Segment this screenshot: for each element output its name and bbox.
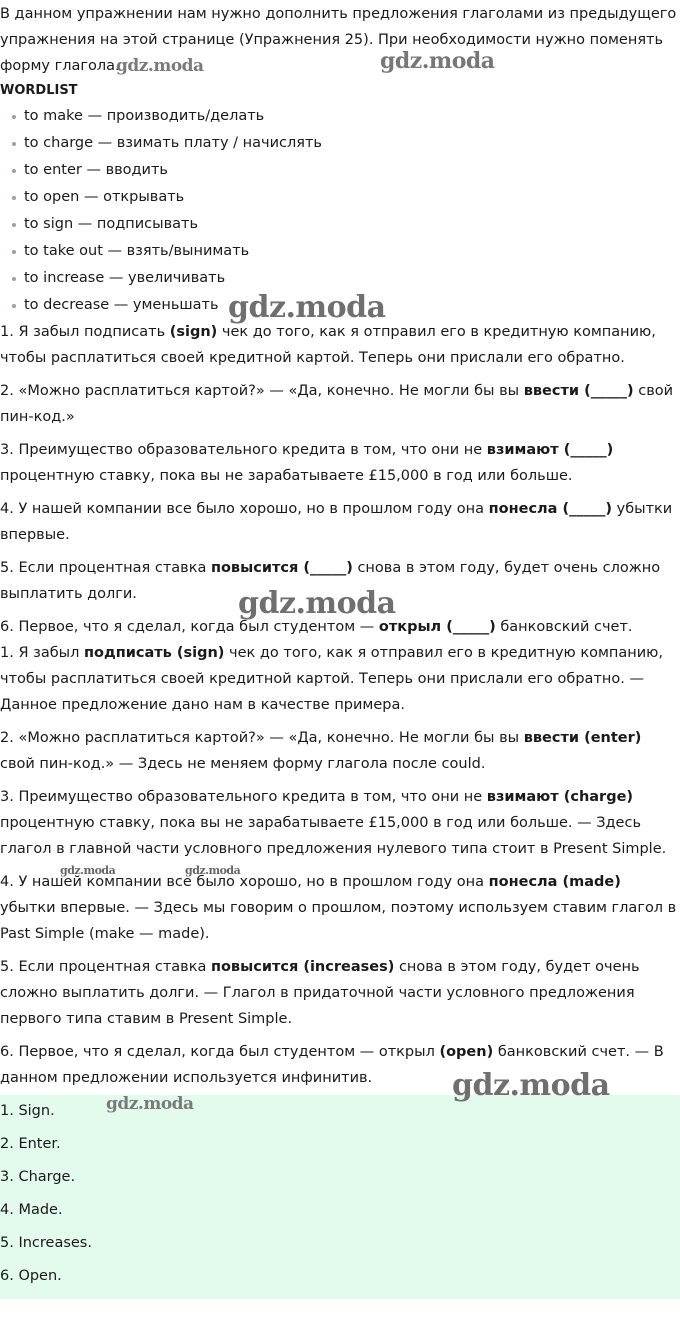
list-item: to open — открывать (8, 184, 680, 211)
list-item: to enter — вводить (8, 157, 680, 184)
answers-block (0, 1095, 680, 1299)
answer-item: 1. Sign. (0, 1103, 55, 1119)
list-item: to decrease — уменьшать (8, 292, 680, 319)
list-item: to charge — взимать плату / начислять (8, 130, 680, 157)
answer-item: 2. Enter. (0, 1136, 61, 1152)
list-item: to take out — взять/вынимать (8, 238, 680, 265)
exercise-sentence: 5. Если процентная ставка повысится (_____) снова в этом году, будет очень сложно выплатить долги. (0, 560, 661, 602)
exercise-sentence: 2. «Можно расплатиться картой?» — «Да, конечно. Не могли бы вы ввести (_____) свой пин-код.» (0, 383, 674, 425)
solution-sentence: 4. У нашей компании все было хорошо, но в прошлом году она понесла (made) убытки впервые. — Здесь мы говорим о прошлом, поэтому используем ставим глагол в Past Simple (make — made). (0, 874, 677, 942)
watermark: gdz.moda (228, 290, 386, 325)
watermark: gdz.moda (185, 864, 241, 877)
solution-sentence: 3. Преимущество образовательного кредита в том, что они не взимают (charge) процентную ставку, пока вы не зарабатываете £15,000 в год или больше. — Здесь глагол в главной части условного предложения нулевого типа стоит в Present Simple. (0, 789, 667, 857)
exercise-sentence: 1. Я забыл подписать (sign) чек до того, как я отправил его в кредитную компанию, чтобы расплатиться своей кредитной картой. Теперь они прислали его обратно. (0, 324, 656, 366)
solution-sentence: 1. Я забыл подписать (sign) чек до того, как я отправил его в кредитную компанию, чтобы расплатиться своей кредитной картой. Теперь они прислали его обратно. — Данное предложение дано нам в качестве примера. (0, 645, 663, 713)
solution-sentence: 2. «Можно расплатиться картой?» — «Да, конечно. Не могли бы вы ввести (enter) свой пин-код.» — Здесь не меняем форму глагола после could. (0, 730, 642, 772)
answer-item: 4. Made. (0, 1202, 63, 1218)
exercise-sentence: 6. Первое, что я сделал, когда был студентом — открыл (_____) банковский счет. (0, 619, 633, 635)
solution-sentence: 5. Если процентная ставка повысится (increases) снова в этом году, будет очень сложно выплатить долги. — Глагол в придаточной части условного предложения первого типа ставим в Present Simple. (0, 959, 640, 1027)
exercise-sentence: 3. Преимущество образовательного кредита в том, что они не взимают (_____) процентную ставку, пока вы не зарабатываете £15,000 в год или больше. (0, 442, 614, 484)
wordlist-title: WORDLIST (0, 83, 78, 98)
watermark: gdz.moda (380, 48, 495, 74)
wordlist (0, 103, 680, 319)
watermark: gdz.moda (60, 864, 116, 877)
watermark: gdz.moda (106, 1094, 194, 1114)
answer-item: 5. Increases. (0, 1235, 92, 1251)
answer-item: 6. Open. (0, 1268, 62, 1284)
list-item: to sign — подписывать (8, 211, 680, 238)
solution-sentence: 6. Первое, что я сделал, когда был студентом — открыл (open) банковский счет. — В данном предложении используется инфинитив. (0, 1044, 664, 1086)
exercise-sentence: 4. У нашей компании все было хорошо, но в прошлом году она понесла (_____) убытки впервые. (0, 501, 673, 543)
answer-item: 3. Charge. (0, 1169, 76, 1185)
watermark: gdz.moda (116, 56, 204, 76)
list-item: to increase — увеличивать (8, 265, 680, 292)
watermark: gdz.moda (452, 1068, 610, 1103)
watermark: gdz.moda (238, 586, 396, 621)
intro-text: В данном упражнении нам нужно дополнить предложения глаголами из предыдущего упражнения на этой странице (Упражнения 25). При необходимости нужно поменять форму глагола. (0, 6, 677, 74)
list-item: to make — производить/делать (8, 103, 680, 130)
